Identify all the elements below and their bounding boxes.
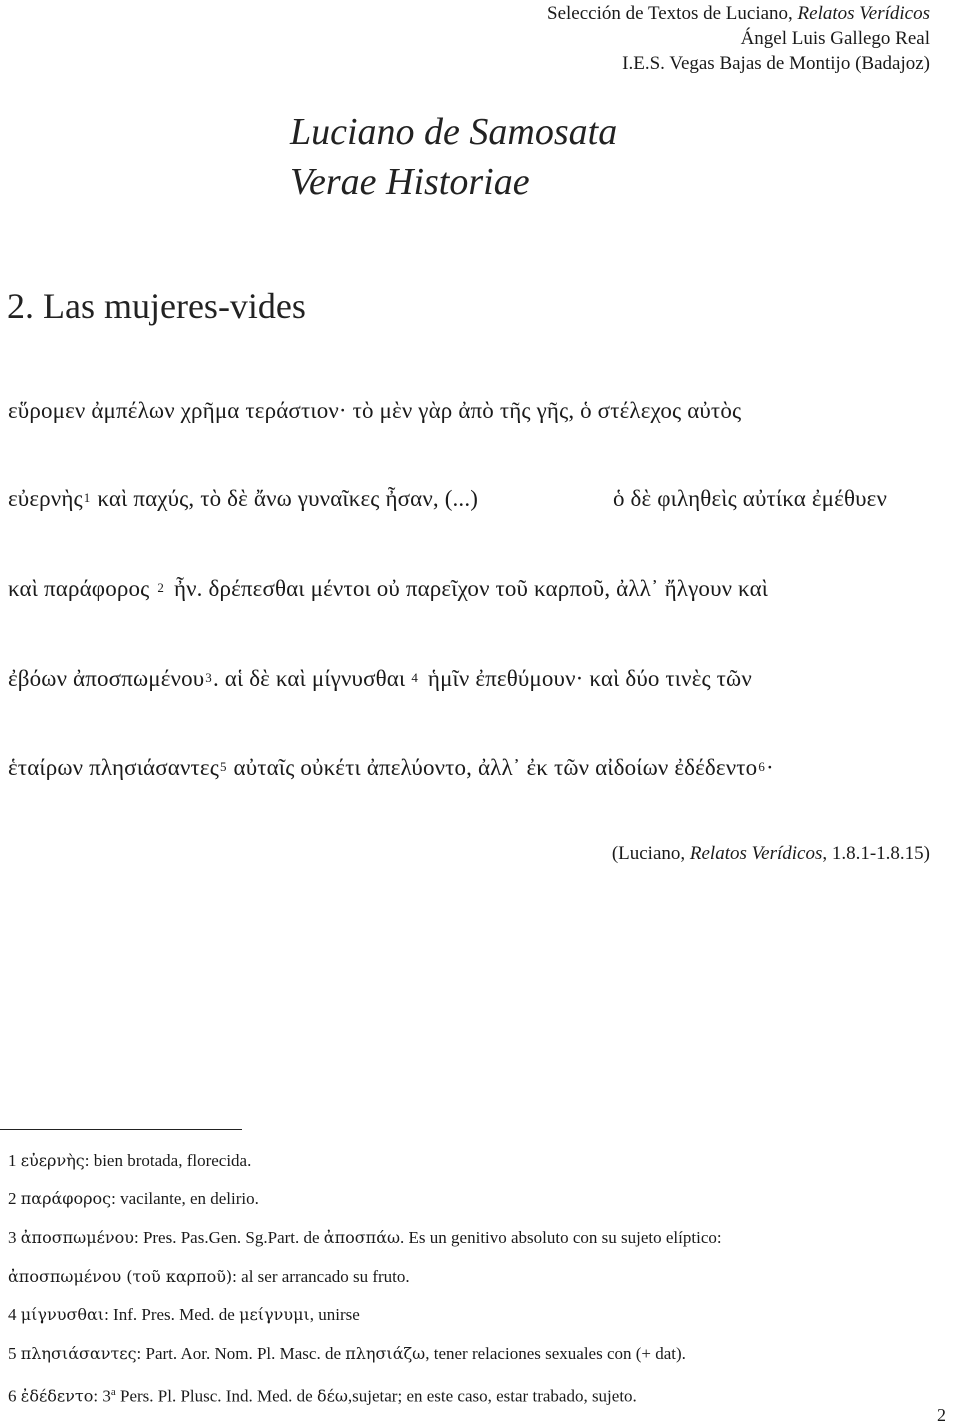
footnote-text: : vacilante, en delirio.: [111, 1189, 259, 1208]
footnote-divider: [0, 1129, 242, 1130]
greek-word: εὐερνὴς: [8, 486, 83, 511]
footnote-text: , tener relaciones sexuales con (+ dat).: [425, 1344, 686, 1363]
greek-line-2: [8, 484, 478, 514]
footnote-term: μείγνυμι: [239, 1305, 310, 1324]
footnote-ref-5: 5: [220, 759, 227, 774]
footnote-term: παράφορος: [20, 1189, 112, 1208]
footnote-term: ἀποσπωμένου: [20, 1228, 134, 1247]
greek-word: ἑταίρων πλησιάσαντες: [8, 755, 219, 780]
greek-line-3: [8, 574, 768, 604]
footnote-ref-6: 6: [758, 759, 765, 774]
footnote-term: πλησιάσαντες: [20, 1344, 137, 1363]
greek-text: . αἱ δὲ καὶ μίγνυσθαι: [212, 666, 406, 691]
footnote-1: [8, 1150, 251, 1172]
footnote-ref-1: 1: [83, 490, 91, 505]
footnote-text: : Part. Aor. Nom. Pl. Masc. de: [136, 1344, 346, 1363]
greek-text: καὶ παχύς, τὸ δὲ ἄνω γυναῖκες ἦσαν, (...): [91, 486, 479, 511]
greek-text: ·: [765, 755, 774, 780]
footnote-text: Pers. Pl. Plusc. Ind. Med. de: [115, 1386, 317, 1406]
footnote-ref-4: 4: [411, 670, 418, 685]
header-collection-title: Selección de Textos de Luciano,: [547, 3, 798, 24]
footnote-term: δέω: [316, 1386, 348, 1406]
footnote-number: 5: [8, 1344, 17, 1363]
footnote-text: : al ser arrancado su fruto.: [232, 1267, 410, 1286]
footnote-3-continuation: [8, 1266, 410, 1288]
greek-word: ἐβόων ἀποσπωμένου: [8, 666, 205, 691]
citation-prefix: (Luciano,: [611, 843, 690, 864]
header-school: I.E.S. Vegas Bajas de Montijo (Badajoz): [622, 53, 930, 74]
page-number: 2: [937, 1405, 946, 1425]
greek-line-5: [8, 753, 774, 783]
footnote-term: πλησιάζω: [345, 1344, 426, 1363]
header-author: Ángel Luis Gallego Real: [740, 28, 930, 49]
citation: [612, 842, 930, 866]
footnote-2: [8, 1188, 259, 1210]
footnote-text: . Es un genitivo absoluto con su sujeto elíptico:: [400, 1228, 722, 1247]
footnote-term: μίγνυσθαι: [20, 1305, 105, 1324]
footnote-number: 4: [8, 1305, 17, 1324]
greek-line-1: εὕρομεν ἀμπέλων χρῆμα τεράστιον· τὸ μὲν γὰρ ἀπὸ τῆς γῆς, ὁ στέλεχος αὐτὸς: [8, 398, 742, 423]
footnote-number: 6: [8, 1386, 17, 1406]
footnote-number: 2: [8, 1189, 17, 1208]
footnote-4: [8, 1304, 360, 1326]
footnote-term: ἀποσπωμένου (τοῦ καρποῦ): [8, 1267, 233, 1286]
footnote-text: : bien brotada, florecida.: [84, 1151, 252, 1170]
header-line-1: [547, 2, 930, 25]
greek-text: ἦν. δρέπεσθαι μέντοι οὐ παρεῖχον τοῦ καρποῦ, ἀλλ᾽ ἤλγουν καὶ: [168, 576, 769, 601]
footnote-text: : Pres. Pas.Gen. Sg.Part. de: [133, 1228, 324, 1247]
footnote-5: [8, 1343, 686, 1365]
greek-text: ἡμῖν ἐπεθύμουν· καὶ δύο τινὲς τῶν: [422, 666, 752, 691]
greek-line-2-continuation: ὁ δὲ φιληθεὶς αὐτίκα ἐμέθυεν: [613, 486, 888, 511]
footnote-text: : Inf. Pres. Med. de: [104, 1305, 240, 1324]
section-heading: 2. Las mujeres-vides: [7, 286, 306, 326]
greek-line-4: [8, 664, 752, 694]
footnote-3: [8, 1227, 722, 1249]
footnote-6: [8, 1381, 637, 1408]
footnote-term: ἐδέδεντο: [20, 1386, 94, 1406]
footnote-number: 1: [8, 1151, 17, 1170]
greek-word: καὶ παράφορος: [8, 576, 150, 601]
footnote-text: : 3: [93, 1386, 111, 1406]
footnote-ref-2: 2: [157, 580, 165, 595]
footnote-term: ἀποσπάω: [323, 1228, 401, 1247]
footnote-number: 3: [8, 1228, 17, 1247]
footnote-term: εὐερνὴς: [20, 1151, 85, 1170]
footnote-text: ,sujetar; en este caso, estar trabado, sujeto.: [347, 1386, 637, 1406]
header-work-title: Relatos Verídicos: [797, 3, 930, 24]
citation-range: , 1.8.1-1.8.15): [822, 843, 930, 864]
footnote-text: , unirse: [309, 1305, 360, 1324]
title-work: Verae Historiae: [290, 161, 530, 203]
greek-text: αὐταῖς οὐκέτι ἀπελύοντο, ἀλλ᾽ ἐκ τῶν αἰδοίων ἐδέδεντο: [227, 755, 758, 780]
title-author: Luciano de Samosata: [290, 111, 618, 153]
footnote-superscript: a: [110, 1386, 116, 1398]
citation-work: Relatos Verídicos: [689, 843, 823, 864]
footnote-ref-3: 3: [205, 670, 212, 685]
